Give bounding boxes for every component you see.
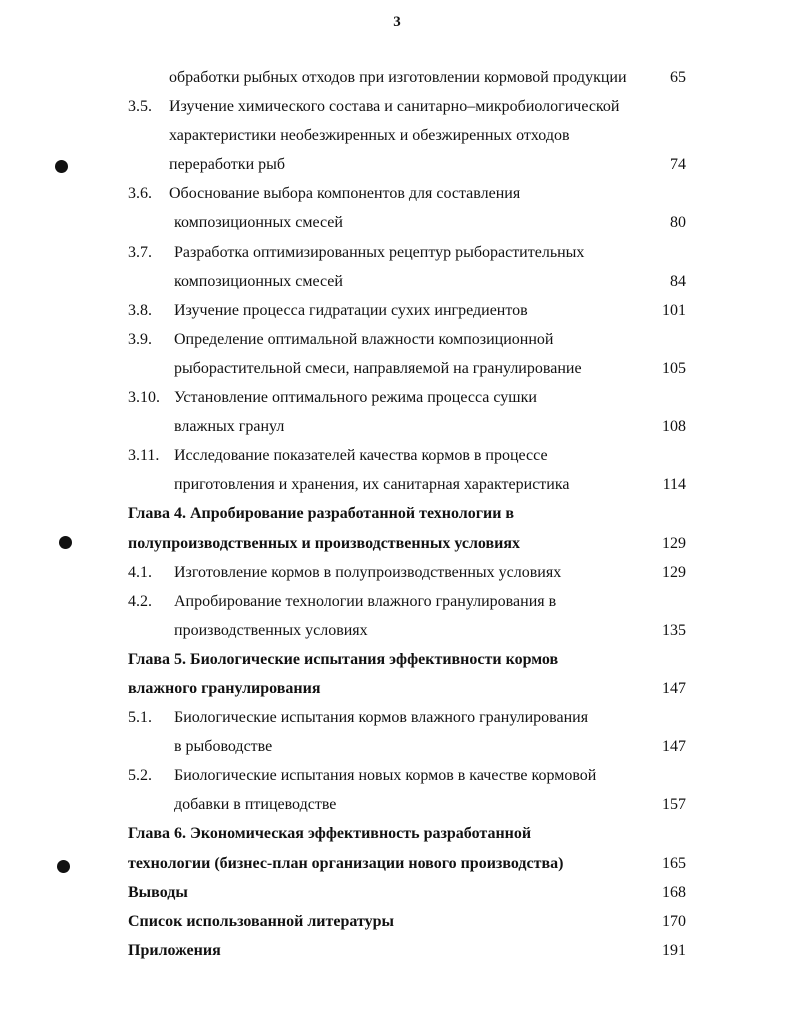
toc-entry-text: приготовления и хранения, их санитарная характеристика [174, 476, 570, 494]
toc-page-number: 105 [662, 359, 686, 377]
toc-section-number: 4.2. [128, 592, 152, 610]
toc-chapter-title: влажного гранулирования [128, 679, 321, 697]
toc-row [0, 936, 794, 965]
toc-entry-text: Установление оптимального режима процесса сушки [174, 389, 537, 407]
toc-row [0, 208, 794, 237]
toc-row [0, 238, 794, 267]
toc-page-number: 170 [662, 912, 686, 930]
toc-entry-text: Разработка оптимизированных рецептур рыборастительных [174, 243, 585, 261]
toc-entry-text: Изучение процесса гидратации сухих ингредиентов [174, 301, 528, 319]
toc-chapter-title: Глава 5. Биологические испытания эффективности кормов [128, 650, 559, 668]
toc-row [0, 558, 794, 587]
punch-hole-mark [59, 536, 72, 549]
toc-entry-text: переработки рыб [169, 156, 286, 174]
toc-row [0, 354, 794, 383]
toc-row [0, 63, 794, 92]
toc-row [0, 150, 794, 179]
toc-page-number: 114 [662, 476, 686, 494]
toc-entry-text: Обоснование выбора компонентов для составления [169, 185, 521, 203]
toc-page-number: 165 [662, 854, 686, 872]
punch-hole-mark [57, 860, 70, 873]
toc-row [0, 325, 794, 354]
toc-page-number: 129 [662, 563, 686, 581]
toc-section-number: 4.1. [128, 563, 152, 581]
toc-section-number: 3.9. [128, 330, 152, 348]
toc-chapter-title: полупроизводственных и производственных условиях [128, 534, 521, 552]
toc-entry-text: Изучение химического состава и санитарно–микробиологической [169, 98, 620, 116]
page-number: 3 [393, 14, 401, 30]
toc-section-number: 3.7. [128, 243, 152, 261]
toc-row [0, 470, 794, 499]
toc-row [0, 790, 794, 819]
toc-row [0, 732, 794, 761]
toc-entry-text: рыборастительной смеси, направляемой на гранулирование [174, 359, 582, 377]
toc-entry-text: композиционных смесей [174, 214, 343, 232]
toc-chapter-title: Выводы [128, 883, 188, 901]
toc-row [0, 296, 794, 325]
toc-chapter-title: Глава 4. Апробирование разработанной технологии в [128, 505, 515, 523]
toc-row [0, 92, 794, 121]
toc-page-number: 74 [670, 156, 686, 174]
toc-page-number: 80 [670, 214, 686, 232]
toc-page-number: 135 [662, 621, 686, 639]
toc-row [0, 499, 794, 528]
toc-entry-text: Определение оптимальной влажности композиционной [174, 330, 554, 348]
toc-section-number: 3.6. [128, 185, 152, 203]
toc-entry-text: Апробирование технологии влажного гранулирования в [174, 592, 557, 610]
toc-row [0, 907, 794, 936]
toc-entry-text: в рыбоводстве [174, 738, 273, 756]
toc-page-number: 147 [662, 679, 686, 697]
punch-hole-mark [55, 160, 68, 173]
toc-row [0, 383, 794, 412]
toc-entry-text: композиционных смесей [174, 272, 343, 290]
toc-entry-text: производственных условиях [174, 621, 368, 639]
toc-page-number: 157 [662, 796, 686, 814]
toc-row [0, 819, 794, 848]
toc-section-number: 3.11. [128, 447, 160, 465]
toc-page-number: 191 [662, 941, 686, 959]
toc-row [0, 587, 794, 616]
toc-row [0, 179, 794, 208]
toc-section-number: 5.1. [128, 709, 152, 727]
toc-row [0, 849, 794, 878]
toc-page-number: 108 [662, 418, 686, 436]
toc-chapter-title: технологии (бизнес-план организации нового производства) [128, 854, 564, 872]
toc-entry-text: Исследование показателей качества кормов в процессе [174, 447, 548, 465]
toc-page-number: 65 [670, 69, 686, 86]
toc-entry-text: обработки рыбных отходов при изготовлении кормовой продукции [169, 69, 627, 86]
toc-row [0, 616, 794, 645]
toc-row [0, 267, 794, 296]
toc-section-number: 3.10. [128, 389, 160, 407]
toc-row [0, 529, 794, 558]
toc-entry-text: Биологические испытания кормов влажного гранулирования [174, 709, 589, 727]
toc-entry-text: Изготовление кормов в полупроизводственных условиях [174, 563, 562, 581]
toc-entry-text: добавки в птицеводстве [174, 796, 337, 814]
toc-row [0, 674, 794, 703]
toc-page-number: 129 [662, 534, 686, 552]
toc-page-number: 84 [670, 272, 686, 290]
toc-chapter-title: Список использованной литературы [128, 912, 394, 930]
toc-row [0, 878, 794, 907]
toc-section-number: 3.8. [128, 301, 152, 319]
toc-row [0, 412, 794, 441]
toc-row [0, 703, 794, 732]
toc-section-number: 5.2. [128, 767, 152, 785]
toc-entry-text: Биологические испытания новых кормов в качестве кормовой [174, 767, 597, 785]
toc-row [0, 441, 794, 470]
toc-entry-text: характеристики необезжиренных и обезжиренных отходов [169, 127, 570, 145]
table-of-contents [0, 63, 794, 965]
toc-chapter-title: Приложения [128, 941, 221, 959]
toc-row [0, 645, 794, 674]
toc-chapter-title: Глава 6. Экономическая эффективность разработанной [128, 825, 532, 843]
toc-entry-text: влажных гранул [174, 418, 285, 436]
toc-row [0, 761, 794, 790]
toc-row [0, 121, 794, 150]
toc-section-number: 3.5. [128, 98, 152, 116]
toc-page-number: 101 [662, 301, 686, 319]
toc-page-number: 168 [662, 883, 686, 901]
toc-page-number: 147 [662, 738, 686, 756]
